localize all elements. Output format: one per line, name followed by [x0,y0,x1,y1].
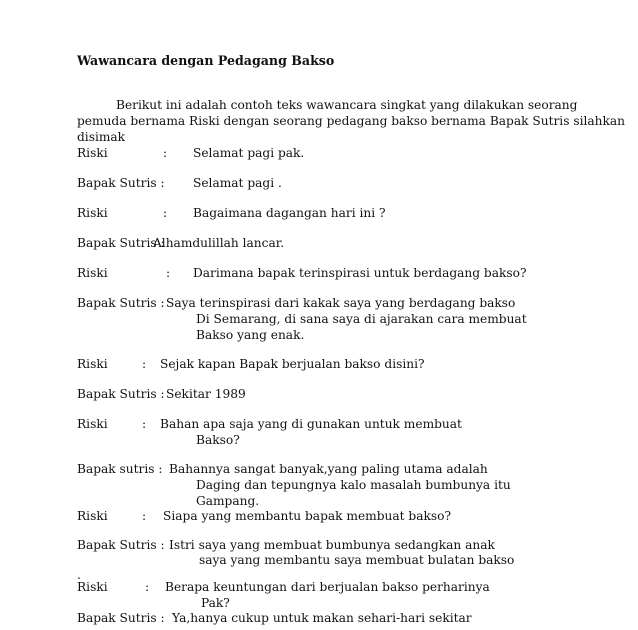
speaker-label: Riski [77,206,108,220]
dialogue-line: Bahannya sangat banyak,yang paling utama adalah [169,462,488,476]
speaker-label: Bapak Sutris : [77,387,165,401]
speaker-label: Riski [77,357,108,371]
speaker-label: Bapak Sutris : [77,611,165,625]
speaker-label: Riski [77,417,108,431]
dialogue-line: Sekitar 1989 [166,387,246,401]
speaker-colon: : [163,206,168,220]
speaker-label: Riski [77,146,108,160]
intro-line: pemuda bernama Riski dengan seorang pedagang bakso bernama Bapak Sutris silahkan [77,114,625,128]
dialogue-line: Darimana bapak terinspirasi untuk berdagang bakso? [193,266,527,280]
dialogue-line: Siapa yang membantu bapak membuat bakso? [163,509,451,523]
speaker-label: Bapak Sutris : [77,176,165,190]
speaker-label: Bapak Sutris : [77,538,165,552]
dialogue-line: Selamat pagi pak. [193,146,305,160]
dialogue-line: Sejak kapan Bapak berjualan bakso disini? [160,357,425,371]
dialogue-line: Saya terinspirasi dari kakak saya yang berdagang bakso [166,296,516,310]
speaker-colon: : [145,580,150,594]
document-title: Wawancara dengan Pedagang Bakso [77,53,335,68]
speaker-label: Bapak Sutris : [77,296,165,310]
speaker-colon: : [142,509,147,523]
intro-line: disimak [77,130,126,144]
dialogue-line: Ya,hanya cukup untuk makan sehari-hari sekitar [172,611,472,625]
speaker-label: Bapak sutris : [77,462,163,476]
dialogue-line: Selamat pagi . [193,176,282,190]
dialogue-line: Alhamdulillah lancar. [153,236,285,250]
dialogue-line: Di Semarang, di sana saya di ajarakan cara membuat [196,312,527,326]
speaker-label: Riski [77,509,108,523]
dialogue-line: Gampang. [196,494,260,508]
speaker-colon: : [142,357,147,371]
speaker-colon: : [166,266,171,280]
dialogue-line: Bahan apa saja yang di gunakan untuk membuat [160,417,462,431]
dialogue-line: Bakso yang enak. [196,328,305,342]
speaker-label: Riski [77,580,108,594]
dialogue-line: Bakso? [196,433,240,447]
speaker-label: Bapak Sutris : [77,236,165,250]
dialogue-line: Istri saya yang membuat bumbunya sedangkan anak [169,538,495,552]
speaker-colon: : [163,146,168,160]
dialogue-line: Daging dan tepungnya kalo masalah bumbunya itu [196,478,511,492]
dialogue-line: saya yang membantu saya membuat bulatan bakso [199,553,515,567]
dialogue-line: Berapa keuntungan dari berjualan bakso perharinya [165,580,490,594]
dialogue-line: Pak? [201,596,230,610]
stray-period: . [77,568,81,582]
intro-line: Berikut ini adalah contoh teks wawancara singkat yang dilakukan seorang [116,98,578,112]
speaker-label: Riski [77,266,108,280]
speaker-colon: : [142,417,147,431]
dialogue-line: Bagaimana dagangan hari ini ? [193,206,386,220]
